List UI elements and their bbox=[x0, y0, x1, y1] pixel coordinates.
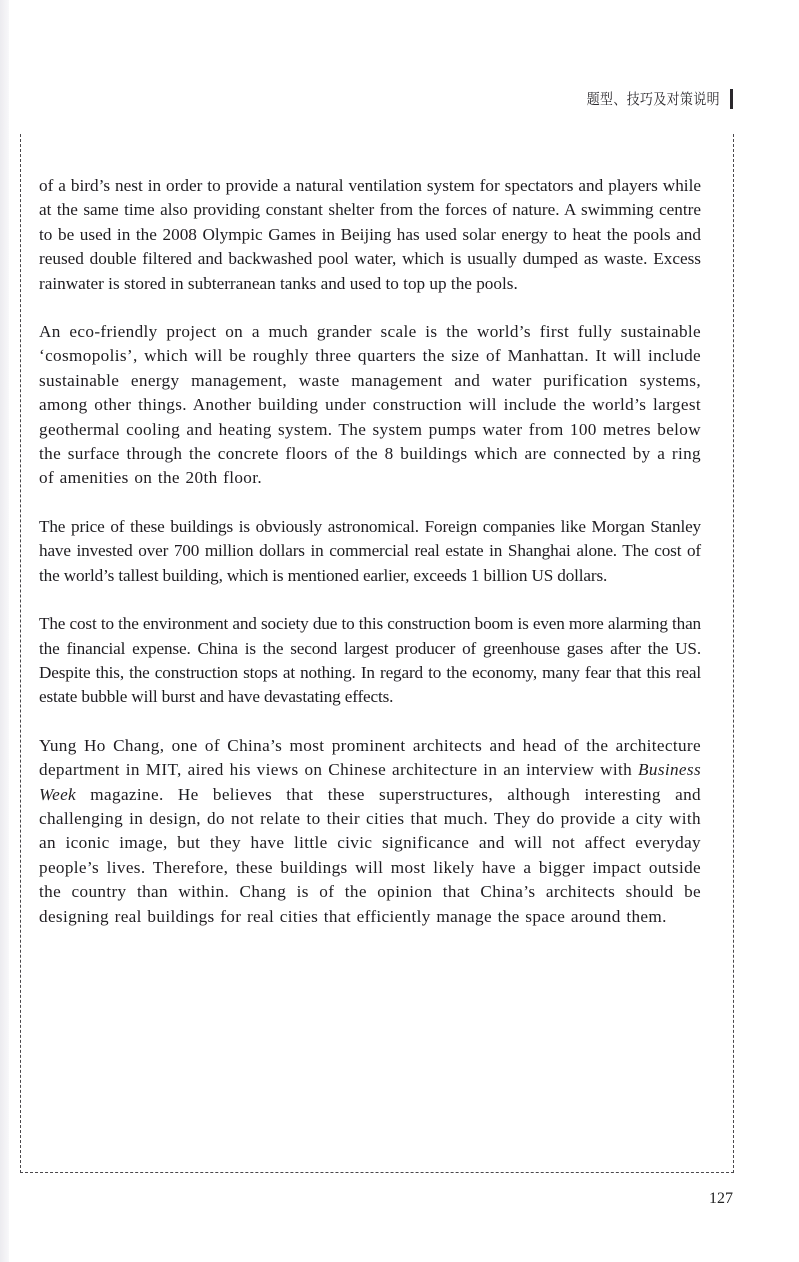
page-gutter-shadow bbox=[0, 0, 9, 1262]
paragraph-yung-ho-chang bbox=[39, 734, 701, 929]
running-head-bar bbox=[730, 89, 733, 109]
paragraph-text: Yung Ho Chang, one of China’s most prominent architects and head of the architecture department in MIT, aired his views on Chinese architecture in an interview with bbox=[39, 735, 701, 780]
paragraph-environment-cost: The cost to the environment and society due to this construction boom is even more alarming than the financial expense. China is the second largest producer of greenhouse gases after the US. Despite this, the construction stops at nothing. In regard to the economy, many fear that this real estate bubble will burst and have devastating effects. bbox=[39, 614, 701, 707]
paragraph-cosmopolis: An eco-friendly project on a much grander scale is the world’s first fully sustainable ‘cosmopolis’, which will be roughly three quarters the size of Manhattan. It will include sustainable energy management, waste management and water purification systems, among other things. Another building under construction will include the world’s largest geothermal cooling and heating system. The system pumps water from 100 metres below the surface through the concrete floors of the 8 buildings which are connected by a ring of amenities on the 20th floor. bbox=[39, 322, 701, 488]
magazine-title: Business Week bbox=[39, 760, 701, 804]
running-head-title: 题型、技巧及对策说明 bbox=[586, 90, 720, 108]
paragraph-price: The price of these buildings is obviously astronomical. Foreign companies like Morgan Stanley have invested over 700 million dollars in commercial real estate in Shanghai alone. The cost of the world’s tallest building, which is mentioned earlier, exceeds 1 billion US dollars. bbox=[39, 516, 701, 585]
page-body bbox=[39, 174, 701, 953]
paragraph-text: magazine. He believes that these superstructures, although interesting and challenging in design, do not relate to their cities that much. They do provide a city with an iconic image, but they have little civic significance and will not affect everyday people’s lives. Therefore, these buildings will most likely have a bigger impact outside the country than within. Chang is of the opinion that China’s architects should be designing real buildings for real cities that efficiently manage the space around them. bbox=[39, 784, 701, 926]
paragraph-bird-nest: of a bird’s nest in order to provide a natural ventilation system for spectators and players while at the same time also providing constant shelter from the forces of nature. A swimming centre to be used in the 2008 Olympic Games in Beijing has used solar energy to heat the pools and reused double filtered and backwashed pool water, which is usually dumped as waste. Excess rainwater is stored in subterranean tanks and used to top up the pools. bbox=[39, 176, 701, 293]
page-number: 127 bbox=[709, 1190, 733, 1207]
running-head bbox=[565, 88, 733, 109]
